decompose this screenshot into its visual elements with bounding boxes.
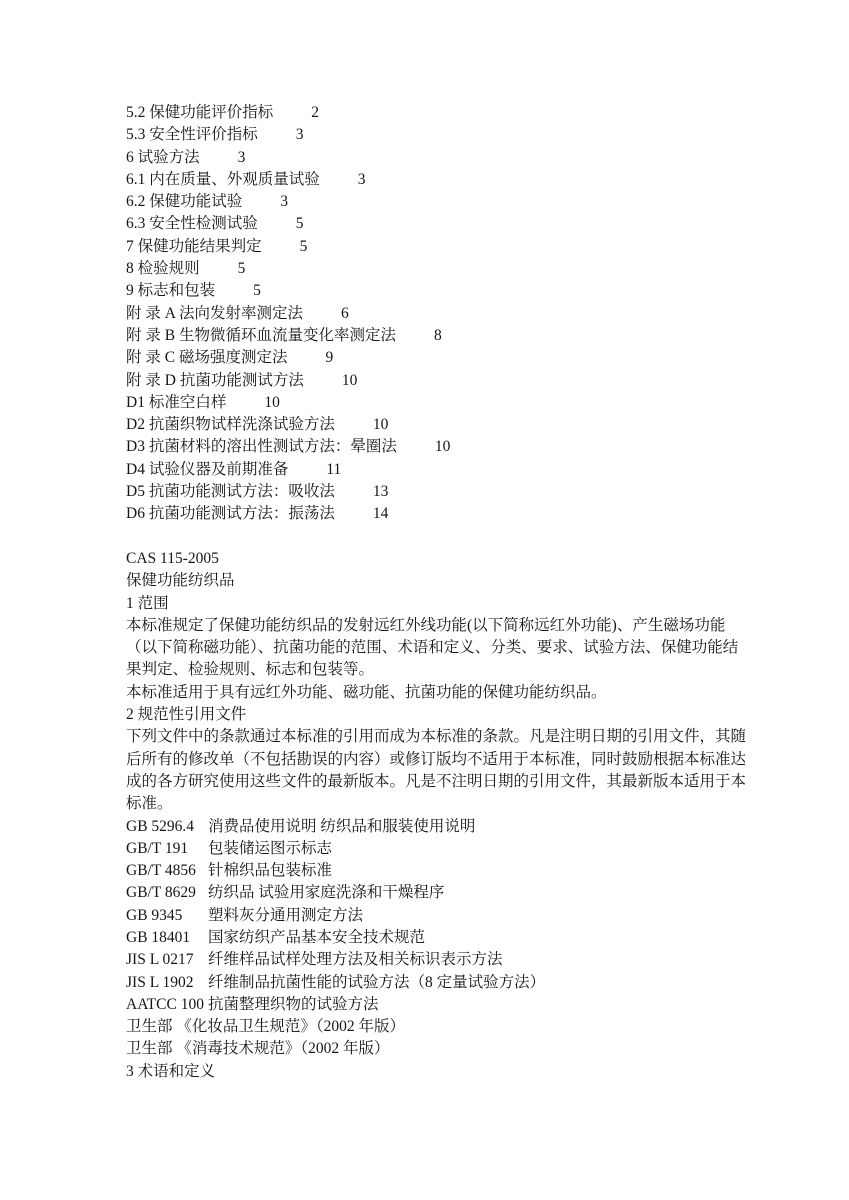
toc-entry-page: 3 <box>357 170 366 188</box>
scope-paragraph-line: （以下简称磁功能）、抗菌功能的范围、术语和定义、分类、要求、试验方法、保健功能结 <box>126 639 739 657</box>
toc-entry-page: 5 <box>299 237 308 255</box>
toc-entry-label: D1 标准空白样 <box>126 393 227 411</box>
scope-paragraph-line: 果判定、检验规则、标志和包装等。 <box>126 661 375 679</box>
toc-entry <box>126 124 736 146</box>
toc-entry-label: 5.3 安全性评价指标 <box>126 126 258 144</box>
toc-entry-page: 5 <box>253 282 261 300</box>
toc-entry-label: D4 试验仪器及前期准备 <box>126 460 289 478</box>
blank-line <box>126 526 736 548</box>
scope-paragraph-line: 本标准适用于具有远红外功能、磁功能、抗菌功能的保健功能纺织品。 <box>126 683 607 701</box>
toc-entry <box>126 213 736 235</box>
toc-entry <box>126 392 736 414</box>
toc-entry <box>126 325 736 347</box>
reference-row <box>126 860 736 882</box>
toc-entry <box>126 370 736 392</box>
toc-entry-page: 10 <box>372 416 389 434</box>
reference-code: GB/T 191 <box>126 839 189 857</box>
toc-entry-label: 5.2 保健功能评价指标 <box>126 104 274 121</box>
toc-entry <box>126 258 736 280</box>
toc-entry <box>126 236 736 258</box>
toc-entry-label: 9 标志和包装 <box>126 282 216 300</box>
toc-entry-page: 8 <box>433 326 442 344</box>
document-content <box>126 102 747 1083</box>
reference-code: GB/T 8629 <box>126 884 196 902</box>
toc-entry-page: 10 <box>434 438 451 456</box>
reference-title: 包装储运图示标志 <box>208 839 333 857</box>
reference-code: GB 9345 <box>126 906 183 924</box>
toc-entry-label: 6.3 安全性检测试验 <box>126 215 258 233</box>
reference-title: 纤维制品抗菌性能的试验方法（8 定量试验方法） <box>208 973 546 991</box>
reference-title: 纤维样品试样处理方法及相关标识表示方法 <box>208 951 503 969</box>
reference-title: 纺织品 试验用家庭洗涤和干燥程序 <box>208 884 445 902</box>
reference-row <box>126 816 736 838</box>
toc-entry <box>126 459 736 481</box>
reference-title: 塑料灰分通用测定方法 <box>208 906 364 924</box>
reference-row <box>126 882 736 904</box>
toc-entry <box>126 191 736 213</box>
toc-entry <box>126 481 736 503</box>
toc-entry-label: D5 抗菌功能测试方法：吸收法 <box>126 483 335 501</box>
reference-title: 消费品使用说明 纺织品和服装使用说明 <box>208 817 476 835</box>
reference-title: 国家纺织产品基本安全技术规范 <box>208 928 426 946</box>
toc-entry <box>126 102 736 124</box>
normative-paragraph-line: 成的各方研究使用这些文件的最新版本。凡是不注明日期的引用文件，其最新版本适用于本 <box>126 772 747 790</box>
ministry-reference: 卫生部 《化妆品卫生规范》（2002 年版） <box>126 1018 406 1036</box>
ministry-reference: 卫生部 《消毒技术规范》（2002 年版） <box>126 1040 390 1058</box>
normative-paragraph-line: 后所有的修改单（不包括勘误的内容）或修订版均不适用于本标准，同时鼓励根据本标准达 <box>126 750 747 768</box>
toc-entry-page: 9 <box>325 349 334 367</box>
toc-entry-page: 3 <box>295 126 304 144</box>
toc-entry <box>126 303 736 325</box>
toc-entry <box>126 436 736 458</box>
toc-entry-page: 14 <box>372 505 389 523</box>
toc-entry-label: 附 录 D 抗菌功能测试方法 <box>126 371 304 389</box>
reference-code: GB/T 4856 <box>126 862 196 880</box>
toc-entry-page: 11 <box>326 460 342 478</box>
toc-entry <box>126 147 736 169</box>
doc-title: 保健功能纺织品 <box>126 572 235 590</box>
toc-entry-label: 7 保健功能结果判定 <box>126 237 262 255</box>
scope-paragraph-line: 本标准规定了保健功能纺织品的发射远红外线功能(以下简称远红外功能)、产生磁场功能 <box>126 616 726 634</box>
toc-entry-label: 附 录 A 法向发射率测定法 <box>126 304 303 322</box>
toc-entry-label: 6.2 保健功能试验 <box>126 193 243 211</box>
toc-entry-label: 6.1 内在质量、外观质量试验 <box>126 170 320 188</box>
section-1-heading: 1 范围 <box>126 594 169 612</box>
reference-code: AATCC 100 <box>126 995 204 1013</box>
toc-entry-page: 2 <box>311 104 320 121</box>
doc-number: CAS 115-2005 <box>126 549 219 567</box>
reference-code: JIS L 1902 <box>126 973 194 991</box>
reference-row <box>126 972 736 994</box>
toc-entry-label: 附 录 C 磁场强度测定法 <box>126 349 288 367</box>
toc-entry-label: D2 抗菌织物试样洗涤试验方法 <box>126 416 335 434</box>
toc-entry <box>126 280 736 302</box>
toc-entry-label: D6 抗菌功能测试方法：振荡法 <box>126 505 335 523</box>
toc-entry-page: 3 <box>237 148 246 166</box>
toc-entry-label: D3 抗菌材料的溶出性测试方法：晕圈法 <box>126 438 397 456</box>
reference-code: GB 5296.4 <box>126 817 195 835</box>
section-2-heading: 2 规范性引用文件 <box>126 706 247 724</box>
toc-entry-label: 6 试验方法 <box>126 148 200 166</box>
reference-title: 针棉织品包装标准 <box>208 862 333 880</box>
toc-entry-page: 3 <box>280 193 289 211</box>
reference-row <box>126 927 736 949</box>
normative-paragraph-line: 下列文件中的条款通过本标准的引用而成为本标准的条款。凡是注明日期的引用文件，其随 <box>126 728 747 746</box>
reference-code: JIS L 0217 <box>126 951 194 969</box>
toc-entry-label: 附 录 B 生物微循环血流量变化率测定法 <box>126 326 396 344</box>
toc-entry <box>126 503 736 525</box>
section-3-heading: 3 术语和定义 <box>126 1062 216 1080</box>
toc-entry-page: 13 <box>372 483 389 501</box>
reference-row <box>126 994 736 1016</box>
toc-entry <box>126 169 736 191</box>
toc-entry-page: 10 <box>264 393 280 411</box>
toc-entry <box>126 414 736 436</box>
reference-row <box>126 905 736 927</box>
reference-code: GB 18401 <box>126 928 191 946</box>
reference-title: 抗菌整理织物的试验方法 <box>208 995 379 1013</box>
toc-entry-label: 8 检验规则 <box>126 260 200 278</box>
toc-entry-page: 10 <box>341 371 358 389</box>
toc-entry-page: 5 <box>237 260 246 278</box>
toc-entry-page: 5 <box>295 215 304 233</box>
reference-row <box>126 949 736 971</box>
toc-entry <box>126 347 736 369</box>
normative-paragraph-line: 标准。 <box>126 795 173 813</box>
toc-entry-page: 6 <box>340 304 349 322</box>
reference-row <box>126 838 736 860</box>
